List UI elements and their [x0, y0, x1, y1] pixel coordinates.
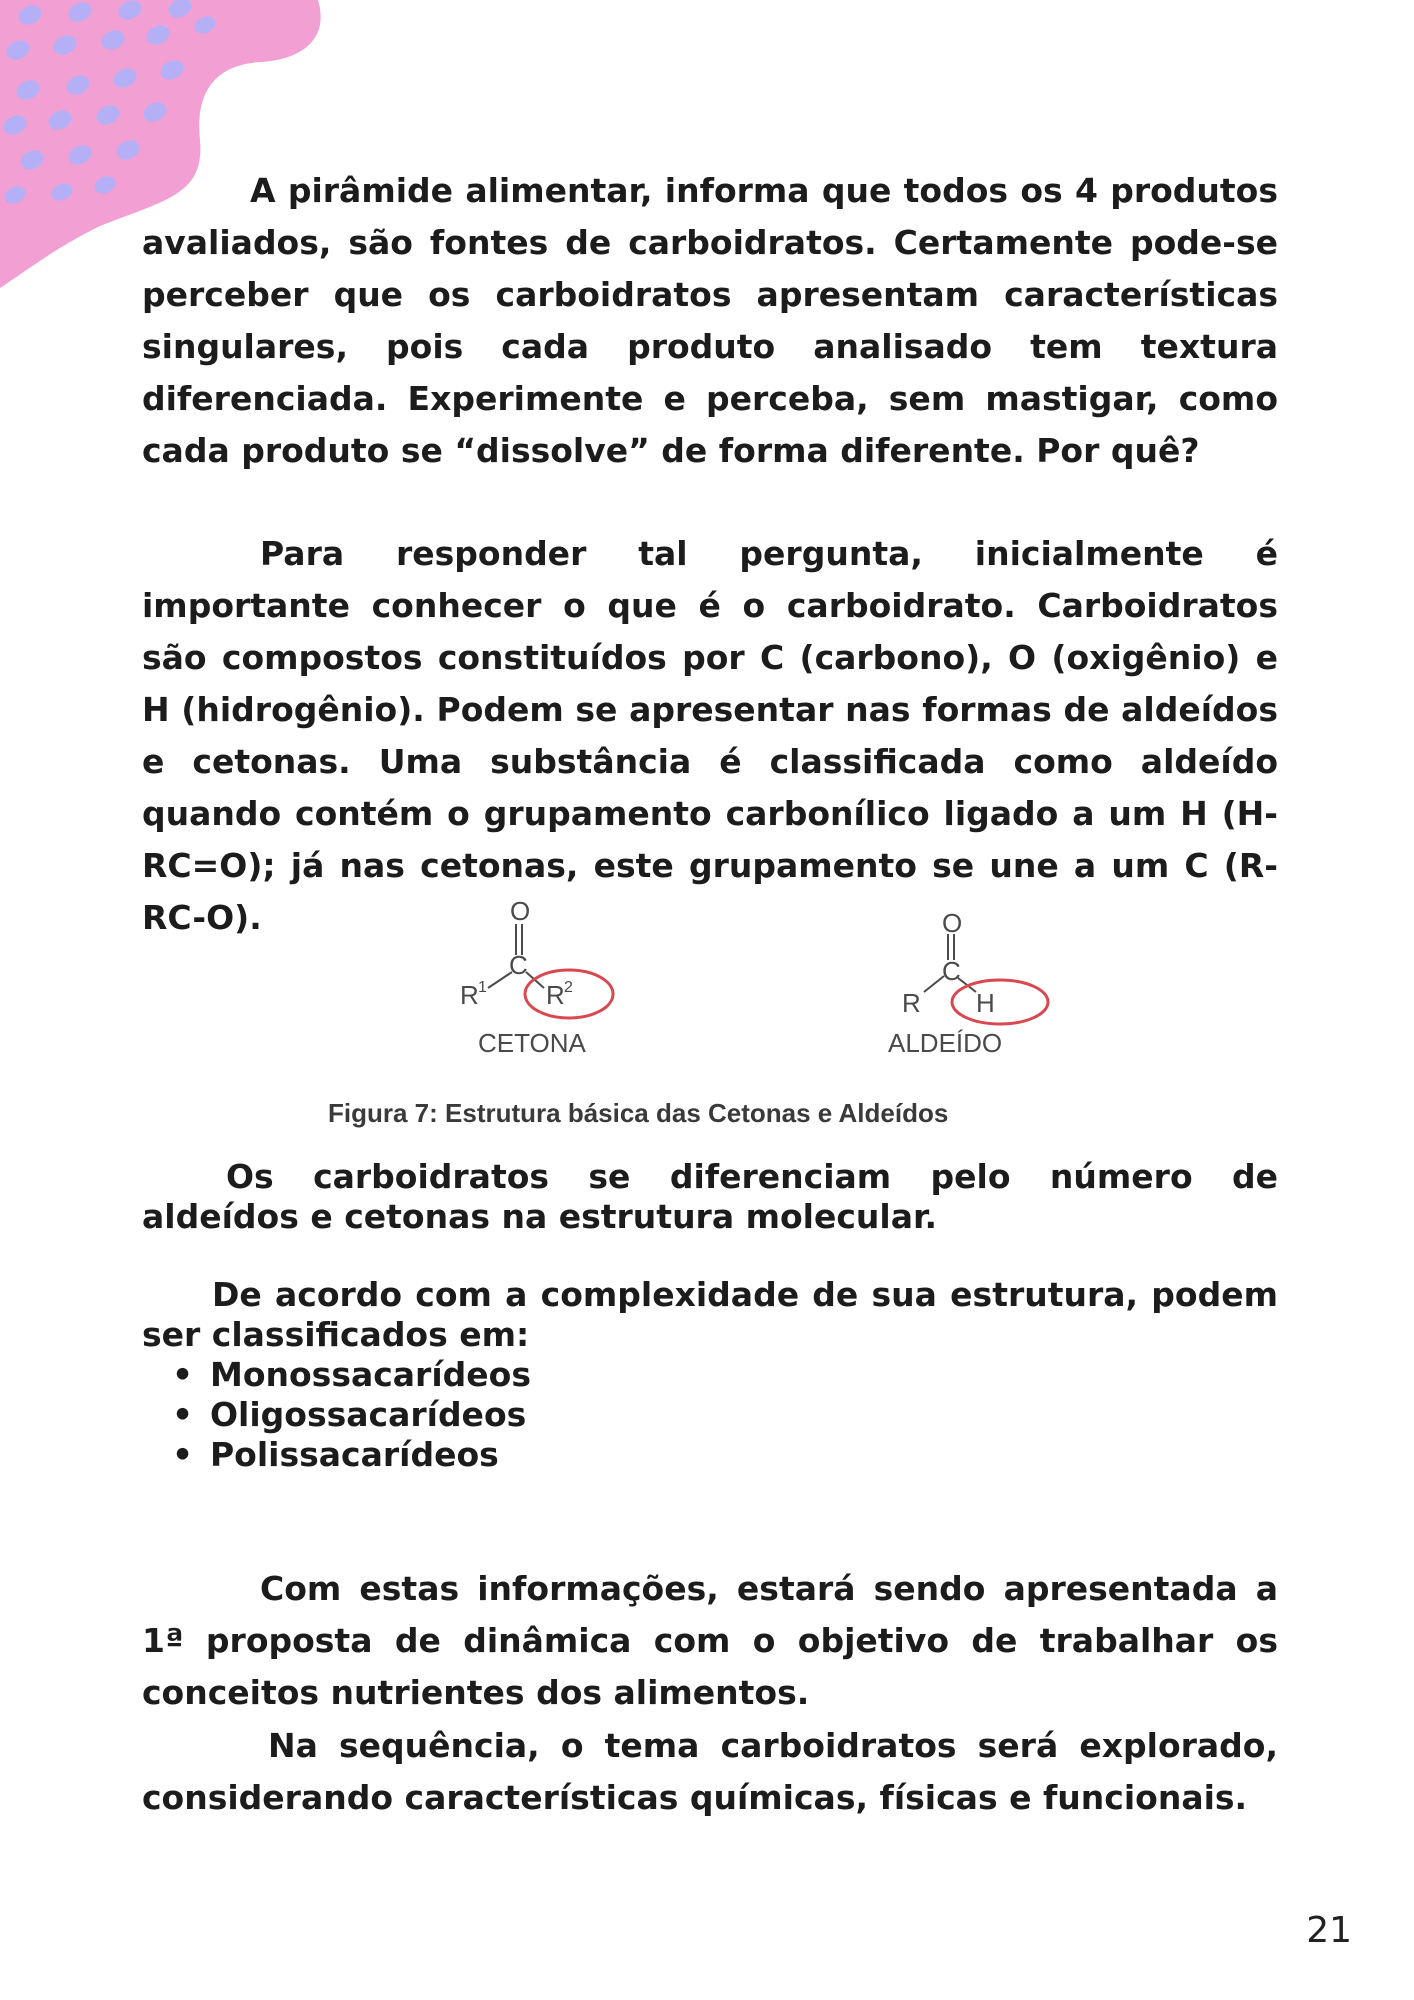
paragraph-differentiation-text: Os carboidratos se diferenciam pelo número de aldeídos e cetonas na estrutura molecular. — [142, 1157, 1278, 1236]
aldehyde-label: ALDEÍDO — [888, 1028, 1003, 1058]
aldehyde-h-highlight — [952, 980, 1048, 1024]
paragraph-dynamic-proposal — [142, 1563, 1278, 1719]
paragraph-food-pyramid — [142, 165, 1278, 477]
paragraph-food-pyramid-text: A pirâmide alimentar, informa que todos os 4 produtos avaliados, são fontes de carboidratos. Certamente pode-se perceber que os carboidratos apresentam características singulares, pois cada produto analisado tem textura diferenciada. Experimente e perceba, sem mastigar, como cada produto se “dissolve” de forma diferente. Por quê? — [142, 171, 1278, 470]
list-item-text: Polissacarídeos — [210, 1435, 499, 1474]
paragraph-next-topic — [142, 1720, 1278, 1824]
paragraph-next-topic-text: Na sequência, o tema carboidratos será explorado, considerando características químicas, físicas e funcionais. — [142, 1726, 1278, 1817]
ketone-label: CETONA — [478, 1028, 586, 1058]
bullet-icon: • — [172, 1435, 194, 1474]
figure-ketone-aldehyde — [440, 900, 1080, 1080]
paragraph-classification-text: De acordo com a complexidade de sua estrutura, podem ser classificados em: — [142, 1275, 1278, 1354]
list-item-text: Monossacarídeos — [210, 1355, 531, 1394]
aldehyde-r: R — [902, 988, 921, 1018]
ketone-r2: R — [546, 980, 565, 1010]
aldehyde-carbon: C — [942, 956, 961, 986]
bullet-icon: • — [172, 1395, 194, 1434]
paragraph-classification — [142, 1275, 1278, 1355]
figure-caption: Figura 7: Estrutura básica das Cetonas e Aldeídos — [328, 1098, 949, 1128]
ketone-r1: R — [460, 980, 479, 1010]
paragraph-differentiation — [142, 1157, 1278, 1237]
list-item-text: Oligossacarídeos — [210, 1395, 527, 1434]
list-item — [170, 1355, 531, 1395]
paragraph-carbohydrate-definition — [142, 528, 1278, 944]
ketone-carbon: C — [509, 950, 528, 980]
ketone-oxygen: O — [510, 900, 531, 926]
paragraph-carbohydrate-definition-text: Para responder tal pergunta, inicialmente é importante conhecer o que é o carboidrato. Carboidratos são compostos constituídos por C (carbono), O (oxigênio) e H (hidrogênio). Podem se apresentar nas formas de aldeídos e cetonas. Uma substância é classificada como aldeído quando contém o grupamento carbonílico ligado a um H (H-RC=O); já nas cetonas, este grupamento se une a um C (R-RC-O). — [142, 534, 1278, 937]
list-item — [170, 1435, 531, 1475]
ketone-r2-superscript: 2 — [564, 979, 573, 996]
aldehyde-oxygen: O — [942, 908, 963, 938]
classification-list — [170, 1355, 531, 1475]
paragraph-dynamic-proposal-text: Com estas informações, estará sendo apresentada a 1ª proposta de dinâmica com o objetivo de trabalhar os conceitos nutrientes dos alimentos. — [142, 1569, 1278, 1712]
aldehyde-hydrogen: H — [976, 988, 995, 1018]
ketone-r1-superscript: 1 — [478, 979, 487, 996]
bullet-icon: • — [172, 1355, 194, 1394]
page-number: 21 — [1306, 1910, 1352, 1951]
list-item — [170, 1395, 531, 1435]
